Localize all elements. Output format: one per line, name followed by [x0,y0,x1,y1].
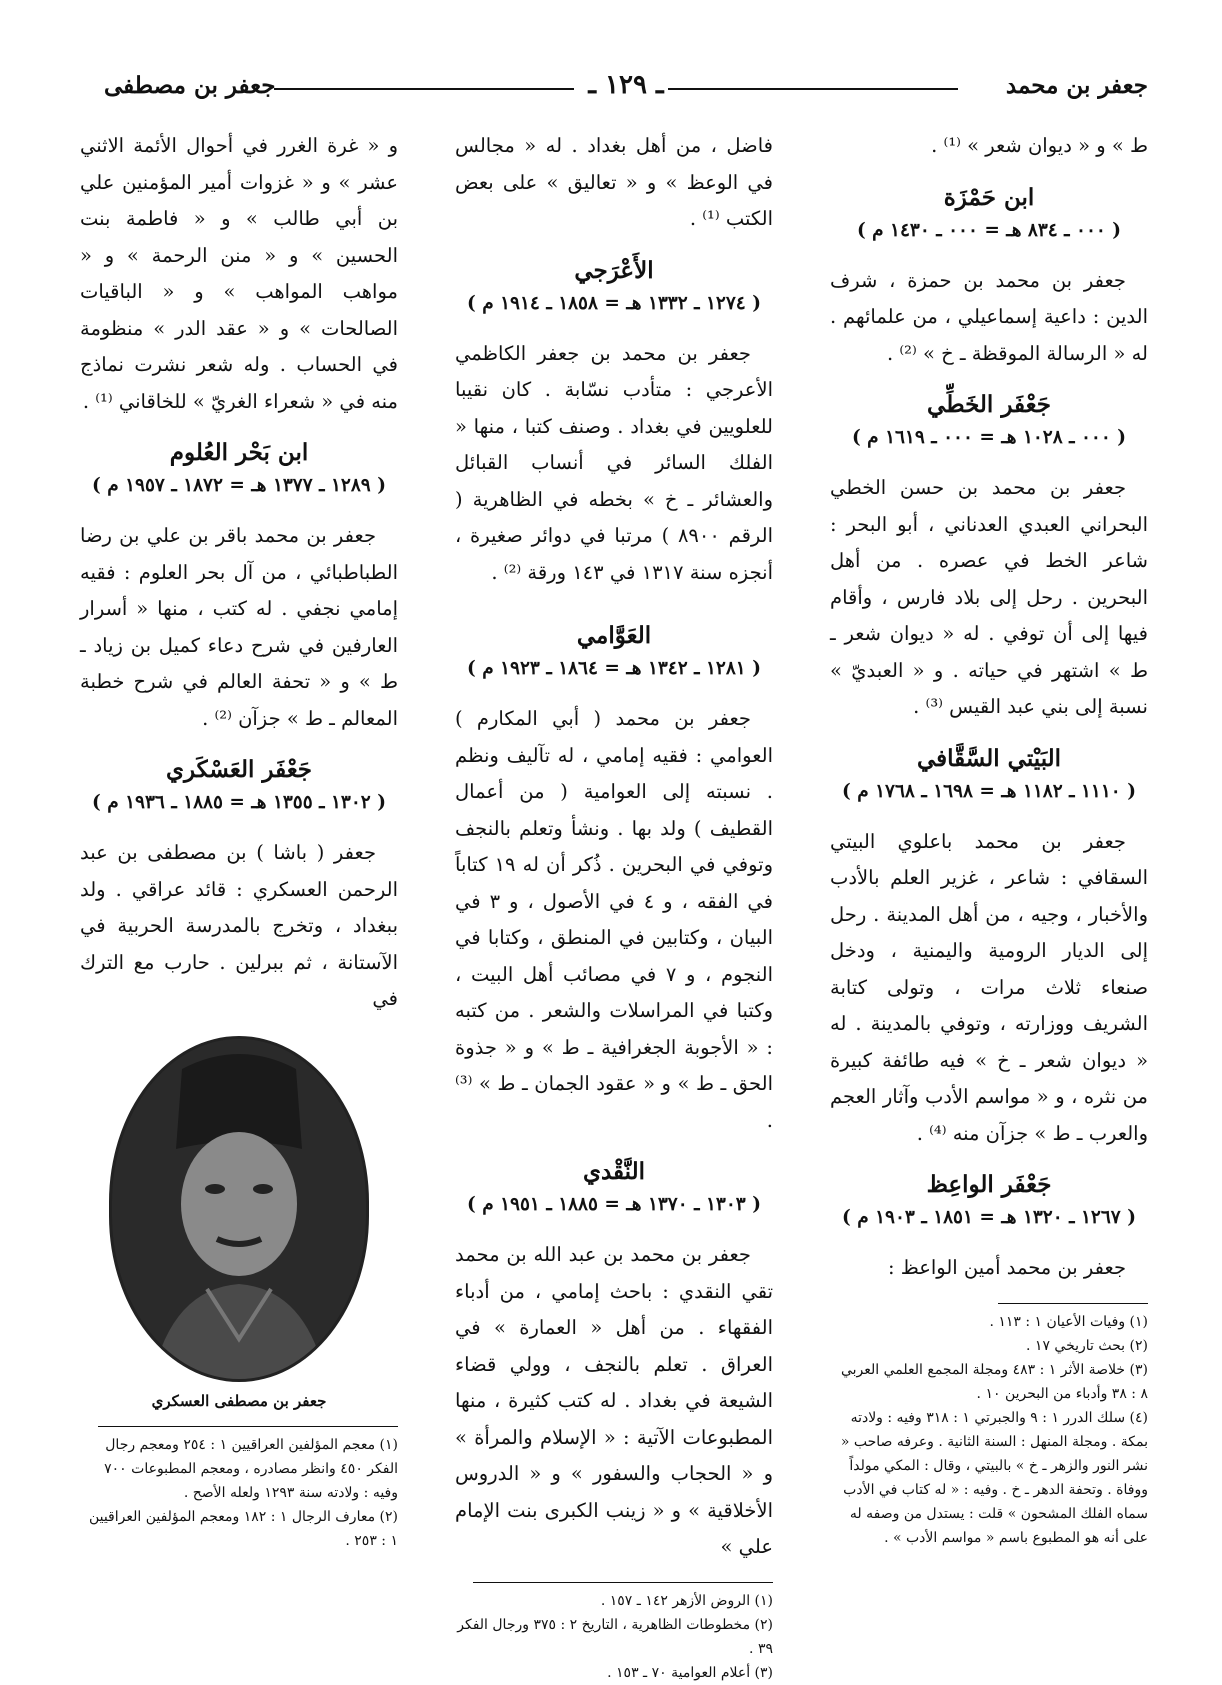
entry-dates: ( ١٢٦٧ ـ ١٣٢٠ هـ = ١٨٥١ ـ ١٩٠٣ م ) [842,1207,1136,1228]
entry-dates: ( ١٢٨٩ ـ ١٣٧٧ هـ = ١٨٧٢ ـ ١٩٥٧ م ) [92,475,386,496]
entry-dates: ( ٠٠٠ ـ ٨٣٤ هـ = ٠٠٠ ـ ١٤٣٠ م ) [856,219,1122,241]
entry [830,1170,1148,1287]
footnote: (٢) معارف الرجال ١ : ١٨٢ ومعجم المؤلفين العراقيين ١ : ٢٥٣ . [88,1508,398,1549]
continuation-text: فاضل ، من أهل بغداد . له « مجالس في الوعظ » و « تعاليق » على بعض الكتب ⁽¹⁾ . [455,134,773,230]
entry-dates: ( ١٣٠٣ ـ ١٣٧٠ هـ = ١٨٨٥ ـ ١٩٥١ م ) [467,1194,761,1215]
entry-text: جعفر بن محمد بن حمزة ، شرف الدين : داعية إسماعيلي ، من علمائهم . له « الرسالة الموقظة ـ خ » ⁽²⁾ . [830,268,1148,365]
portrait-figure [80,1036,398,1410]
entry [455,621,773,1139]
entry-heading: البَيْتي السَّقَّافي [916,744,1062,772]
footnote: (٣) خلاصة الأثر ١ : ٤٨٣ ومجلة المجمع العلمي العربي ٨ : ٣٨ وأدباء من البحرين ١٠ . [840,1361,1148,1402]
entry-heading: جَعْفَر الواعِظ [926,1171,1052,1198]
entry [830,183,1148,373]
entry [830,390,1148,726]
entry-text: جعفر بن محمد بن عبد الله بن محمد تقي النقدي : باحث إمامي ، من أدباء الفقهاء . من أهل « العمارة » في العراق . تعلم بالنجف ، وولي قضاء الشيعة في بغداد . له كتب كثيرة ، منها المطبوعات الآتية : « الإسلام والمرأة » و « الحجاب والسفور » و « الدروس الأخلاقية » و « زينب الكبرى بنت الإمام علي » [455,1243,773,1558]
continuation-text: و « غرة الغرر في أحوال الأئمة الاثني عشر » و « غزوات أمير المؤمنين علي بن أبي طالب » و « فاطمة بنت الحسين » و « منن الرحمة » و « مواهب المواهب » و « الباقيات الصالحات » و « عقد الدر » منظومة في الحساب . وله شعر نشرت نماذج منه في « شعراء الغريّ » للخاقاني ⁽¹⁾ . [80,134,398,413]
entry-text: جعفر ( باشا ) بن مصطفى بن عبد الرحمن العسكري : قائد عراقي . ولد ببغداد ، وتخرج بالمدرسة الحربية في الآستانة ، ثم ببرلين . حارب مع الترك في [80,841,398,1010]
entry-text: جعفر بن محمد بن حسن الخطي البحراني العبدي العدناني ، أبو البحر : شاعر الخط في عصره . من أهل البحرين . رحل إلى بلاد فارس ، وأقام فيها إلى أن توفي . له « ديوان شعر ـ ط » اشتهر في حياته . و « العبديّ » نسبة إلى بني عبد القيس ⁽³⁾ . [830,476,1148,718]
entry-text: جعفر بن محمد أمين الواعظ : [887,1256,1126,1279]
entry-heading: جَعْفَر العَسْكَري [165,756,313,783]
entry-text: جعفر بن محمد بن جعفر الكاظمي الأعرجي : متأدب نسّابة . كان نقيبا للعلويين في بغداد . وصنف كتبا ، منها « الفلك السائر في أنساب القبائل والعشائر ـ خ » بخطه في الظاهرية ( الرقم ٨٩٠٠ ) مرتبا في دوائر صغيرة ، أنجزه سنة ١٣١٧ في ١٤٣ ورقة ⁽²⁾ . [455,341,774,584]
header-left-title: جعفر بن مصطفى [104,72,276,99]
entry-dates: ( ١٢٨١ ـ ١٣٤٢ هـ = ١٨٦٤ ـ ١٩٢٣ م ) [467,658,761,679]
entry [455,256,773,592]
entry-dates: ( ١١١٠ ـ ١١٨٢ هـ = ١٦٩٨ ـ ١٧٦٨ م ) [842,780,1136,802]
entry [80,438,398,737]
continuation-text: ط » و « ديوان شعر » ⁽¹⁾ . [931,134,1148,157]
footnotes [830,1310,1148,1550]
entry [80,755,398,1018]
entry-dates: ( ١٣٠٢ ـ ١٣٥٥ هـ = ١٨٨٥ ـ ١٩٣٦ م ) [92,792,386,813]
footnote: (١) الروض الأزهر ١٤٢ ـ ١٥٧ . [600,1592,773,1609]
entry [455,1157,773,1566]
entry-dates: ( ٠٠٠ ـ ١٠٢٨ هـ = ٠٠٠ ـ ١٦١٩ م ) [851,427,1127,448]
footnote-rule [98,1426,398,1427]
footnote-rule [473,1582,773,1583]
column-left [80,128,398,1553]
entry-dates: ( ١٢٧٤ ـ ١٣٣٢ هـ = ١٨٥٨ ـ ١٩١٤ م ) [467,292,761,314]
footnote: (١) وفيات الأعيان ١ : ١١٣ . [989,1313,1148,1330]
column-right [830,128,1148,1550]
portrait-caption: جعفر بن مصطفى العسكري [151,1391,327,1410]
column-middle [455,128,773,1685]
footnotes [80,1433,398,1553]
running-header [104,68,1148,114]
portrait-image [112,1039,366,1379]
entry-text: جعفر بن محمد باقر بن علي بن رضا الطباطبائي ، من آل بحر العلوم : فقيه إمامي نجفي . له كتب ، منها « أسرار العارفين في شرح دعاء كميل بن زياد ـ ط » و « تحفة العالم في شرح خطبة المعالم ـ ط » جزآن ⁽²⁾ . [80,524,398,730]
entry-heading: ابن حَمْزَة [943,183,1035,211]
entry-heading: ابن بَحْر العُلوم [169,439,309,466]
page-number: ـ ١٢٩ ـ [588,70,664,100]
footnote: (٢) مخطوطات الظاهرية ، التاريخ ٢ : ٣٧٥ ورجال الفكر ٣٩ . [457,1616,773,1657]
footnote: (١) معجم المؤلفين العراقيين ١ : ٢٥٤ ومعجم رجال الفكر ٤٥٠ وانظر مصادره ، ومعجم المطبوعات ٧٠٠ وفيه : ولادته سنة ١٢٩٣ ولعله الأصح . [104,1436,398,1501]
footnote-rule [998,1303,1148,1304]
entry-heading: الأَعْرَجي [574,256,654,284]
entry-heading: النَّقْدي [582,1158,646,1185]
entry-text: جعفر بن محمد ( أبي المكارم ) العوامي : فقيه إمامي ، له تآليف ونظم . نسبته إلى العوامية ( من أعمال القطيف ) ولد بها . ونشأ وتعلم بالنجف وتوفي في البحرين . ذُكر أن له ١٩ كتاباً في الفقه ، و ٤ في الأصول ، و ٣ في البيان ، وكتابين في المنطق ، وكتابا في النجوم ، و ٧ في مصائب أهل البيت ، وكتبا في المراسلات والشعر . من كتبه : « الأجوبة الجغرافية ـ ط » و « جذوة الحق ـ ط » و « عقود الجمان ـ ط » ⁽³⁾ . [455,707,773,1132]
header-right-title: جعفر بن محمد [1005,72,1148,99]
footnote: (٢) بحث تاريخي ١٧ . [1026,1337,1148,1354]
footnote: (٣) أعلام العوامية ٧٠ ـ ١٥٣ . [607,1664,773,1681]
entry-heading: العَوَّامي [576,622,652,649]
footnotes [455,1589,773,1685]
entry-text: جعفر بن محمد باعلوي البيتي السقافي : شاعر ، غزير العلم بالأدب والأخبار ، وجيه ، من أهل المدينة . رحل إلى الديار الرومية واليمنية ، ودخل صنعاء ثلاث مرات ، وتولى كتابة الشريف ووزارته ، وتوفي بالمدينة . له « ديوان شعر ـ خ » فيه طائفة كبيرة من نثره ، و « مواسم الأدب وآثار العجم والعرب ـ ط » جزآن منه ⁽⁴⁾ . [830,829,1148,1145]
portrait-photo [109,1036,369,1382]
footnote: (٤) سلك الدرر ١ : ٩ والجبرتي ١ : ٣١٨ وفيه : ولادته بمكة . ومجلة المنهل : السنة الثانية . وعرفه صاحب « نشر النور والزهر ـ خ » بالبيتي ، وقال : المكي مولداً ووفاة . وتحفة الدهر ـ خ . وفيه : « له كتاب في الأدب سماه الفلك المشحون » قلت : يستدل من وصفه له على أنه هو المطبوع باسم « مواسم الأدب » . [840,1409,1148,1546]
entry [830,744,1148,1153]
entry-heading: جَعْفَر الخَطِّي [927,391,1051,418]
